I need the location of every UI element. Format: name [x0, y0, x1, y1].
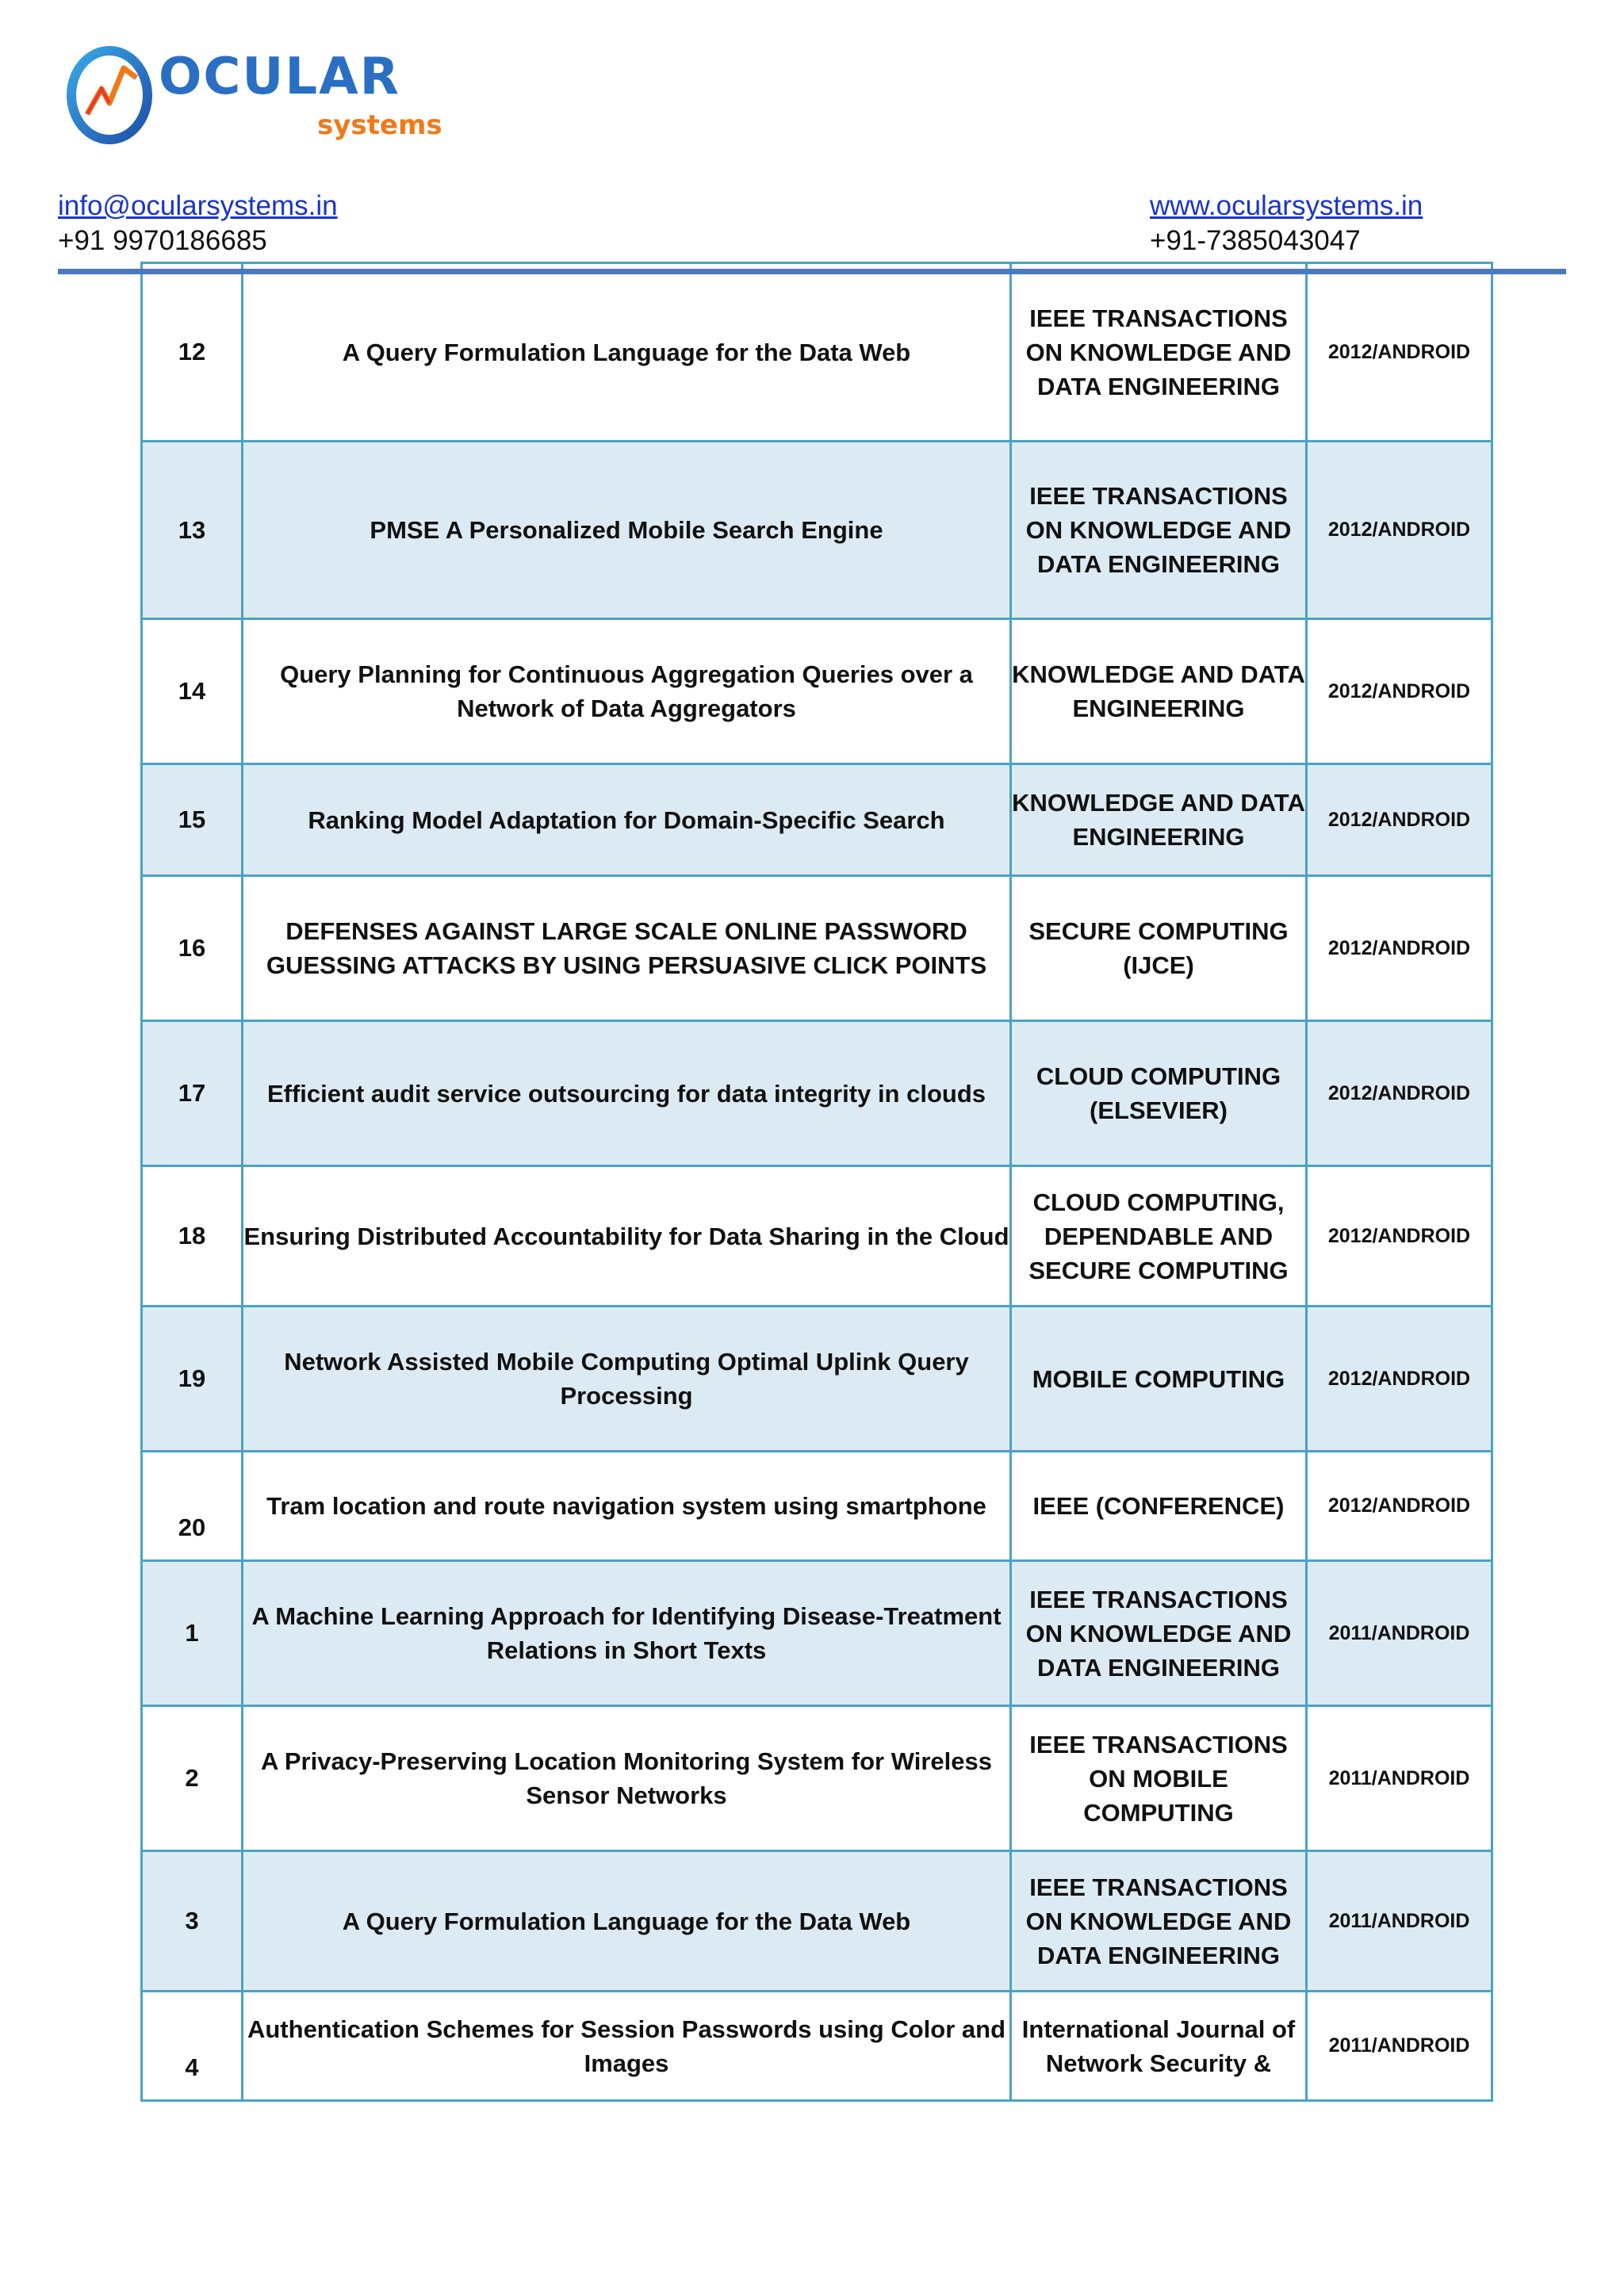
contact-right [1150, 189, 1423, 258]
project-year: 2012/ANDROID [1307, 1021, 1492, 1166]
row-number: 1 [142, 1561, 243, 1706]
project-venue: SECURE COMPUTING (IJCE) [1011, 876, 1307, 1021]
project-title: A Query Formulation Language for the Data Web [243, 263, 1011, 442]
row-number: 15 [142, 764, 243, 876]
table-row [142, 1992, 1492, 2101]
project-year: 2011/ANDROID [1307, 1561, 1492, 1706]
project-year: 2011/ANDROID [1307, 1992, 1492, 2101]
phone-left: +91 9970186685 [58, 225, 267, 256]
project-year: 2012/ANDROID [1307, 1166, 1492, 1307]
table-row [142, 1851, 1492, 1992]
table-row [142, 442, 1492, 619]
row-number: 16 [142, 876, 243, 1021]
project-year: 2011/ANDROID [1307, 1851, 1492, 1992]
table-row [142, 764, 1492, 876]
project-title: Network Assisted Mobile Computing Optimal Uplink Query Processing [243, 1307, 1011, 1452]
project-venue: IEEE TRANSACTIONS ON MOBILE COMPUTING [1011, 1706, 1307, 1851]
project-year: 2012/ANDROID [1307, 876, 1492, 1021]
project-year: 2012/ANDROID [1307, 1452, 1492, 1561]
project-year: 2012/ANDROID [1307, 764, 1492, 876]
project-venue: IEEE (CONFERENCE) [1011, 1452, 1307, 1561]
row-number: 13 [142, 442, 243, 619]
email-link[interactable]: info@ocularsystems.in [58, 190, 338, 221]
project-title: Query Planning for Continuous Aggregation Queries over a Network of Data Aggregators [243, 619, 1011, 764]
project-venue: CLOUD COMPUTING, DEPENDABLE AND SECURE COMPUTING [1011, 1166, 1307, 1307]
row-number: 17 [142, 1021, 243, 1166]
project-year: 2012/ANDROID [1307, 619, 1492, 764]
project-venue: KNOWLEDGE AND DATA ENGINEERING [1011, 764, 1307, 876]
project-title: Efficient audit service outsourcing for data integrity in clouds [243, 1021, 1011, 1166]
table-row [142, 1307, 1492, 1452]
table-row [142, 1021, 1492, 1166]
row-number: 14 [142, 619, 243, 764]
row-number: 3 [142, 1851, 243, 1992]
projects-table [140, 262, 1493, 2102]
header-divider [58, 269, 1566, 274]
table-row [142, 1706, 1492, 1851]
project-year: 2012/ANDROID [1307, 1307, 1492, 1452]
project-venue: MOBILE COMPUTING [1011, 1307, 1307, 1452]
row-number: 20 [142, 1452, 243, 1561]
logo-subtitle: systems [317, 109, 442, 141]
project-title: PMSE A Personalized Mobile Search Engine [243, 442, 1011, 619]
project-year: 2012/ANDROID [1307, 263, 1492, 442]
project-title: Authentication Schemes for Session Passwords using Color and Images [243, 1992, 1011, 2101]
contact-left [58, 189, 338, 258]
project-venue: KNOWLEDGE AND DATA ENGINEERING [1011, 619, 1307, 764]
project-title: A Query Formulation Language for the Data Web [243, 1851, 1011, 1992]
project-venue: IEEE TRANSACTIONS ON KNOWLEDGE AND DATA ENGINEERING [1011, 263, 1307, 442]
project-venue: IEEE TRANSACTIONS ON KNOWLEDGE AND DATA ENGINEERING [1011, 1851, 1307, 1992]
project-title: Ensuring Distributed Accountability for Data Sharing in the Cloud [243, 1166, 1011, 1307]
table-row [142, 876, 1492, 1021]
table-row [142, 1561, 1492, 1706]
company-logo [63, 41, 442, 152]
table-row [142, 619, 1492, 764]
row-number: 4 [142, 1992, 243, 2101]
row-number: 12 [142, 263, 243, 442]
row-number: 2 [142, 1706, 243, 1851]
project-venue: IEEE TRANSACTIONS ON KNOWLEDGE AND DATA ENGINEERING [1011, 1561, 1307, 1706]
project-year: 2012/ANDROID [1307, 442, 1492, 619]
project-title: DEFENSES AGAINST LARGE SCALE ONLINE PASSWORD GUESSING ATTACKS BY USING PERSUASIVE CLICK POINTS [243, 876, 1011, 1021]
table-row [142, 1166, 1492, 1307]
table-row [142, 1452, 1492, 1561]
row-number: 19 [142, 1307, 243, 1452]
project-title: Tram location and route navigation system using smartphone [243, 1452, 1011, 1561]
project-title: Ranking Model Adaptation for Domain-Specific Search [243, 764, 1011, 876]
table-row [142, 263, 1492, 442]
project-venue: CLOUD COMPUTING (ELSEVIER) [1011, 1021, 1307, 1166]
project-title: A Privacy-Preserving Location Monitoring System for Wireless Sensor Networks [243, 1706, 1011, 1851]
phone-right: +91-7385043047 [1150, 225, 1361, 256]
project-venue: International Journal of Network Security & [1011, 1992, 1307, 2101]
project-year: 2011/ANDROID [1307, 1706, 1492, 1851]
logo-wordmark: OCULAR [159, 48, 400, 106]
row-number: 18 [142, 1166, 243, 1307]
project-venue: IEEE TRANSACTIONS ON KNOWLEDGE AND DATA ENGINEERING [1011, 442, 1307, 619]
ocular-logo-icon [63, 41, 159, 152]
project-title: A Machine Learning Approach for Identifying Disease-Treatment Relations in Short Texts [243, 1561, 1011, 1706]
website-link[interactable]: www.ocularsystems.in [1150, 190, 1423, 221]
